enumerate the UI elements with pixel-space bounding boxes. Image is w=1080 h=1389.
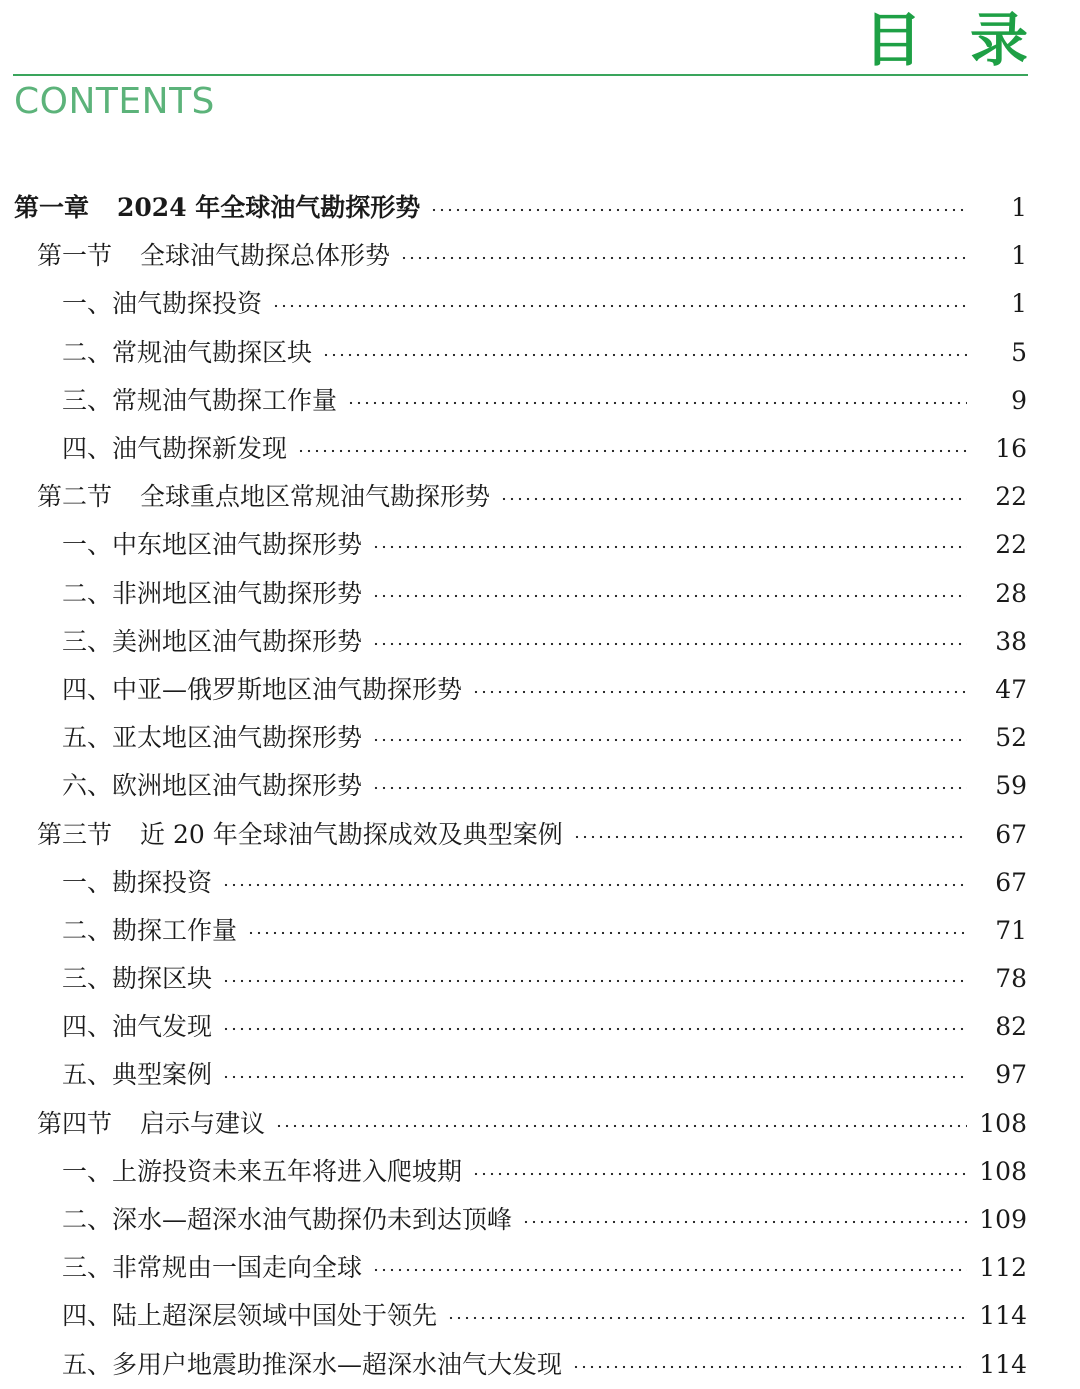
toc-entry-title: 二、勘探工作量 [62, 915, 238, 945]
toc-entry-title: 二、非洲地区油气勘探形势 [62, 578, 363, 608]
toc-entry-title: 四、中亚—俄罗斯地区油气勘探形势 [62, 674, 463, 704]
toc-entry-page-number: 71 [995, 915, 1027, 945]
dot-leader [222, 882, 967, 888]
dot-leader [222, 1074, 967, 1080]
toc-entry-title: 四、油气发现 [62, 1012, 213, 1042]
toc-entry-label [62, 618, 362, 666]
toc-entry-label [62, 1292, 437, 1340]
dot-leader [572, 1364, 967, 1370]
toc-entry-item[interactable] [0, 521, 1080, 569]
toc-entry-item[interactable] [0, 377, 1080, 425]
toc-entry-item[interactable] [0, 425, 1080, 473]
toc-entry-label [62, 1244, 362, 1292]
toc-entry-title: 二、常规油气勘探区块 [62, 337, 313, 367]
dot-leader [430, 207, 967, 213]
toc-entry-page-number: 67 [995, 819, 1027, 849]
toc-entry-page-number: 9 [1011, 385, 1027, 415]
page-title: 目录 [863, 6, 1076, 74]
toc-entry-section[interactable] [0, 1100, 1080, 1148]
toc-entry-label [62, 1148, 462, 1196]
toc-entry-title: 三、美洲地区油气勘探形势 [62, 626, 363, 656]
toc-entry-page-number: 108 [979, 1156, 1027, 1186]
toc-entry-title: 六、欧洲地区油气勘探形势 [62, 771, 363, 801]
dot-leader [297, 448, 967, 454]
toc-entry-item[interactable] [0, 570, 1080, 618]
dot-leader [247, 930, 967, 936]
toc-entry-label [62, 280, 262, 328]
toc-entry-item[interactable] [0, 618, 1080, 666]
toc-entry-page-number: 112 [979, 1253, 1027, 1283]
toc-entry-label [62, 329, 312, 377]
toc-entry-label [62, 1341, 562, 1389]
dot-leader [222, 1026, 967, 1032]
toc-entry-number: 第四节 [37, 1108, 113, 1138]
toc-entry-item[interactable] [0, 955, 1080, 1003]
dot-leader [372, 785, 967, 791]
dot-leader [573, 834, 967, 840]
toc-entry-title: 一、勘探投资 [62, 867, 213, 897]
toc-entry-label [37, 473, 490, 521]
toc-entry-page-number: 97 [995, 1060, 1027, 1090]
toc-entry-title: 一、油气勘探投资 [62, 289, 263, 319]
toc-entry-section[interactable] [0, 473, 1080, 521]
toc-entry-label [62, 762, 362, 810]
toc-entry-page-number: 22 [995, 482, 1027, 512]
title-divider [13, 74, 1028, 76]
toc-entry-title: 全球重点地区常规油气勘探形势 [140, 482, 491, 512]
dot-leader [322, 352, 967, 358]
toc-entry-title: 五、典型案例 [62, 1060, 213, 1090]
toc-entry-label [62, 425, 287, 473]
toc-entry-page-number: 114 [979, 1301, 1027, 1331]
dot-leader [347, 400, 967, 406]
dot-leader [372, 593, 967, 599]
toc-entry-title: 三、非常规由一国走向全球 [62, 1253, 363, 1283]
toc-entry-label [62, 1051, 212, 1099]
toc-entry-label [62, 907, 237, 955]
dot-leader [447, 1315, 967, 1321]
dot-leader [222, 978, 967, 984]
toc-entry-item[interactable] [0, 907, 1080, 955]
toc-entry-label [14, 184, 420, 232]
toc-entry-label [62, 570, 362, 618]
toc-entry-page-number: 47 [995, 674, 1027, 704]
toc-entry-item[interactable] [0, 1003, 1080, 1051]
toc-entry-label [62, 521, 362, 569]
toc-entry-item[interactable] [0, 859, 1080, 907]
toc-entry-number: 第一章 [14, 193, 90, 223]
dot-leader [472, 689, 967, 695]
toc-entry-item[interactable] [0, 762, 1080, 810]
toc-entry-title: 五、多用户地震助推深水—超深水油气大发现 [62, 1349, 563, 1379]
toc-entry-page-number: 1 [1011, 241, 1027, 271]
toc-entry-title: 一、中东地区油气勘探形势 [62, 530, 363, 560]
toc-entry-page-number: 109 [979, 1205, 1027, 1235]
toc-entry-title: 全球油气勘探总体形势 [140, 241, 391, 271]
dot-leader [400, 255, 967, 261]
toc-entry-page-number: 78 [995, 964, 1027, 994]
toc-entry-page-number: 5 [1011, 337, 1027, 367]
toc-entry-page-number: 67 [995, 867, 1027, 897]
dot-leader [372, 544, 967, 550]
toc-entry-title: 启示与建议 [140, 1108, 266, 1138]
toc-entry-label [62, 1196, 512, 1244]
toc-entry-title: 四、陆上超深层领域中国处于领先 [62, 1301, 438, 1331]
toc-entry-item[interactable] [0, 1148, 1080, 1196]
toc-entry-number: 第三节 [37, 819, 113, 849]
toc-entry-page-number: 52 [995, 723, 1027, 753]
dot-leader [500, 496, 967, 502]
toc-entry-title: 一、上游投资未来五年将进入爬坡期 [62, 1156, 463, 1186]
toc-entry-page-number: 16 [995, 434, 1027, 464]
toc-entry-title: 四、油气勘探新发现 [62, 434, 288, 464]
toc-entry-item[interactable] [0, 329, 1080, 377]
dot-leader [372, 1267, 967, 1273]
toc-entry-label [62, 859, 212, 907]
toc-entry-item[interactable] [0, 714, 1080, 762]
toc-entry-item[interactable] [0, 666, 1080, 714]
dot-leader [472, 1171, 967, 1177]
toc-entry-label [62, 955, 212, 1003]
toc-entry-section[interactable] [0, 810, 1080, 858]
toc-entry-item[interactable] [0, 1244, 1080, 1292]
toc-entry-page-number: 114 [979, 1349, 1027, 1379]
toc-entry-item[interactable] [0, 1196, 1080, 1244]
toc-entry-chapter[interactable] [0, 184, 1080, 232]
toc-entry-item[interactable] [0, 1051, 1080, 1099]
toc-entry-page-number: 38 [995, 626, 1027, 656]
toc-entry-page-number: 1 [1011, 193, 1027, 223]
toc-entry-page-number: 59 [995, 771, 1027, 801]
toc-entry-title: 近 20 年全球油气勘探成效及典型案例 [140, 819, 563, 849]
toc-entry-label [37, 811, 563, 859]
toc-entry-label [62, 377, 337, 425]
toc-entry-page-number: 108 [979, 1108, 1027, 1138]
table-of-contents [0, 184, 1080, 1389]
toc-entry-title: 五、亚太地区油气勘探形势 [62, 723, 363, 753]
toc-entry-label [62, 714, 362, 762]
dot-leader [275, 1123, 967, 1129]
dot-leader [272, 303, 967, 309]
toc-entry-number: 第一节 [37, 241, 113, 271]
dot-leader [372, 641, 967, 647]
toc-entry-label [37, 1100, 265, 1148]
toc-entry-label [62, 666, 462, 714]
toc-entry-title: 二、深水—超深水油气勘探仍未到达顶峰 [62, 1205, 513, 1235]
toc-entry-title: 三、常规油气勘探工作量 [62, 385, 338, 415]
dot-leader [522, 1219, 967, 1225]
toc-entry-title: 三、勘探区块 [62, 964, 213, 994]
page-subtitle: CONTENTS [14, 81, 215, 122]
toc-entry-section[interactable] [0, 232, 1080, 280]
toc-entry-page-number: 22 [995, 530, 1027, 560]
toc-entry-label [37, 232, 390, 280]
toc-entry-page-number: 82 [995, 1012, 1027, 1042]
toc-entry-number: 第二节 [37, 482, 113, 512]
toc-entry-title: 2024 年全球油气勘探形势 [117, 193, 421, 223]
toc-entry-item[interactable] [0, 1292, 1080, 1340]
toc-entry-item[interactable] [0, 1341, 1080, 1389]
dot-leader [372, 737, 967, 743]
toc-entry-label [62, 1003, 212, 1051]
toc-entry-page-number: 28 [995, 578, 1027, 608]
toc-entry-page-number: 1 [1011, 289, 1027, 319]
toc-entry-item[interactable] [0, 280, 1080, 328]
